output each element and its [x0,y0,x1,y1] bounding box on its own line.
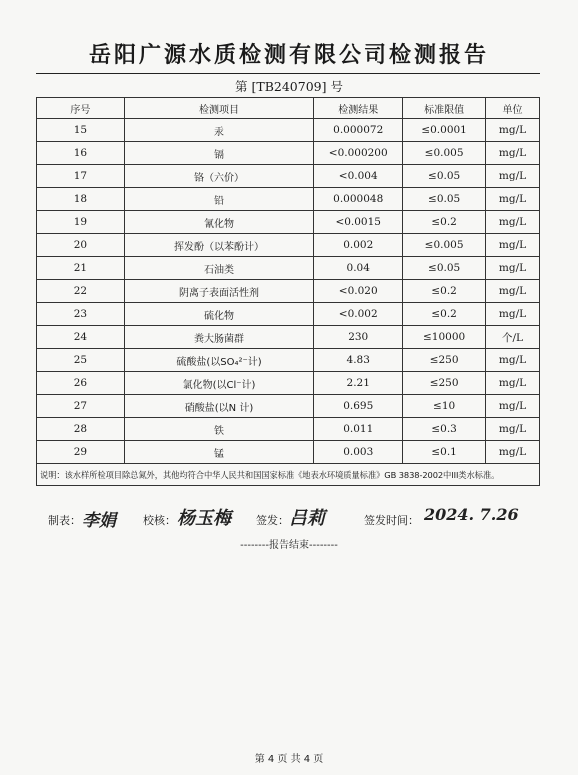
checked-by-signature: 杨玉梅 [177,508,231,529]
standard-limit: ≤250 [403,372,486,395]
standard-limit: ≤0.2 [403,280,486,303]
standard-limit: ≤0.2 [403,303,486,326]
unit: mg/L [486,280,540,303]
test-item: 石油类 [124,257,314,280]
row-number: 22 [37,280,125,303]
report-note: 说明：该水样所检项目除总氮外，其他均符合中华人民共和国国家标准《地表水环境质量标准》GB 3838-2002中III类水标准。 [37,464,540,486]
table-row [37,257,540,280]
note-row [37,464,540,486]
test-result: 0.000072 [314,119,403,142]
unit: mg/L [486,211,540,234]
test-result: 0.011 [314,418,403,441]
table-row [37,303,540,326]
standard-limit: ≤0.005 [403,142,486,165]
standard-limit: ≤0.1 [403,441,486,464]
column-header: 检测项目 [124,98,314,119]
standard-limit: ≤250 [403,349,486,372]
table-row [37,165,540,188]
test-result: <0.000200 [314,142,403,165]
report-end-marker: --------报告结束-------- [240,540,338,551]
test-item: 氯化物(以Cl⁻计) [124,372,314,395]
test-item: 硫化物 [124,303,314,326]
column-header: 序号 [37,98,125,119]
test-result: <0.020 [314,280,403,303]
row-number: 15 [37,119,125,142]
test-item: 汞 [124,119,314,142]
standard-limit: ≤0.05 [403,165,486,188]
row-number: 28 [37,418,125,441]
test-item: 挥发酚（以苯酚计） [124,234,314,257]
test-item: 镉 [124,142,314,165]
row-number: 27 [37,395,125,418]
table-row [37,211,540,234]
test-result: 0.003 [314,441,403,464]
row-number: 25 [37,349,125,372]
test-item: 铬（六价） [124,165,314,188]
column-header: 检测结果 [314,98,403,119]
unit: mg/L [486,142,540,165]
standard-limit: ≤0.2 [403,211,486,234]
test-item: 铁 [124,418,314,441]
title-divider [36,73,540,74]
standard-limit: ≤10000 [403,326,486,349]
issuer-label: 签发： [256,514,289,527]
test-result: 230 [314,326,403,349]
issue-date: 2024. 7.26 [424,505,519,524]
page-number: 第 4 页 共 4 页 [254,754,324,765]
test-result: 0.04 [314,257,403,280]
row-number: 26 [37,372,125,395]
table-row [37,234,540,257]
table-row [37,349,540,372]
test-result: <0.004 [314,165,403,188]
row-number: 23 [37,303,125,326]
table-header-row [37,98,540,119]
issuer-signature: 吕莉 [289,508,325,529]
unit: mg/L [486,119,540,142]
test-result: 0.002 [314,234,403,257]
row-number: 17 [37,165,125,188]
table-row [37,372,540,395]
unit: mg/L [486,165,540,188]
test-item: 锰 [124,441,314,464]
report-number: 第 [TB240709] 号 [235,79,343,94]
table-row [37,142,540,165]
table-row [37,188,540,211]
unit: mg/L [486,188,540,211]
test-item: 铅 [124,188,314,211]
column-header: 单位 [486,98,540,119]
test-result: <0.0015 [314,211,403,234]
table-row [37,441,540,464]
standard-limit: ≤0.05 [403,188,486,211]
test-item: 粪大肠菌群 [124,326,314,349]
unit: mg/L [486,234,540,257]
test-item: 硫酸盐(以SO₄²⁻计) [124,349,314,372]
unit: 个/L [486,326,540,349]
unit: mg/L [486,441,540,464]
row-number: 16 [37,142,125,165]
standard-limit: ≤0.3 [403,418,486,441]
row-number: 24 [37,326,125,349]
table-row [37,395,540,418]
test-item: 氰化物 [124,211,314,234]
unit: mg/L [486,349,540,372]
unit: mg/L [486,257,540,280]
test-item: 阴离子表面活性剂 [124,280,314,303]
signature-row [0,504,578,534]
test-result: 4.83 [314,349,403,372]
standard-limit: ≤10 [403,395,486,418]
unit: mg/L [486,303,540,326]
table-row [37,326,540,349]
test-item: 硝酸盐(以N 计) [124,395,314,418]
standard-limit: ≤0.05 [403,257,486,280]
table-row [37,280,540,303]
checked-by-label: 校核： [143,514,176,527]
unit: mg/L [486,372,540,395]
test-result: 0.000048 [314,188,403,211]
issue-date-label: 签发时间： [364,514,419,527]
row-number: 21 [37,257,125,280]
row-number: 18 [37,188,125,211]
column-header: 标准限值 [403,98,486,119]
report-title: 岳阳广源水质检测有限公司检测报告 [88,43,489,68]
standard-limit: ≤0.005 [403,234,486,257]
unit: mg/L [486,395,540,418]
prepared-by-signature: 李娟 [82,511,116,531]
prepared-by-label: 制表： [48,514,81,527]
table-row [37,418,540,441]
test-result: 2.21 [314,372,403,395]
row-number: 29 [37,441,125,464]
row-number: 20 [37,234,125,257]
results-table [36,97,540,486]
row-number: 19 [37,211,125,234]
test-result: <0.002 [314,303,403,326]
unit: mg/L [486,418,540,441]
table-row [37,119,540,142]
test-result: 0.695 [314,395,403,418]
standard-limit: ≤0.0001 [403,119,486,142]
